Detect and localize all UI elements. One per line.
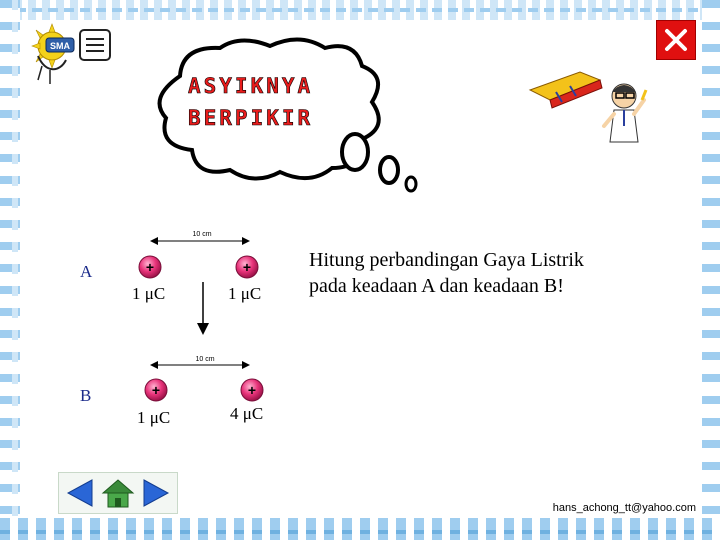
previous-button[interactable]: [61, 473, 99, 513]
next-button[interactable]: [137, 473, 175, 513]
charge-a1-value: 1 μC: [132, 284, 166, 303]
distance-label-b: 10 cm: [195, 356, 215, 363]
charge-diagram: [120, 220, 300, 440]
frame-right: [702, 0, 720, 540]
frame-top: [0, 0, 720, 20]
frame-left: [0, 0, 20, 540]
prev-icon: [64, 477, 96, 509]
bubble-title-line2: BERPIKIR: [188, 106, 314, 130]
charge-b1-value: 1 μC: [137, 408, 171, 427]
book-icon: [530, 72, 602, 108]
frame-bottom: [0, 518, 720, 540]
next-icon: [140, 477, 172, 509]
charge-b2-value: 4 μC: [230, 404, 264, 423]
question-text: [309, 247, 689, 299]
row-a-label: A: [80, 262, 93, 281]
cartoon-boy-icon: [604, 84, 646, 142]
sun-icon: [32, 24, 66, 84]
question-line1: Hitung perbandingan Gaya Listrik: [309, 249, 584, 271]
school-logo: [28, 22, 114, 88]
charge-a1-sign: +: [145, 259, 155, 275]
home-icon: [101, 476, 135, 510]
charge-a2-value: 1 μC: [228, 284, 262, 303]
close-button[interactable]: [656, 20, 696, 60]
bubble-title-line1: ASYIKNYA: [188, 74, 314, 98]
home-button[interactable]: [99, 473, 137, 513]
thought-bubble: [150, 36, 430, 236]
navigation-bar: [58, 472, 178, 514]
distance-label-a: 10 cm: [192, 231, 212, 238]
row-b-label: B: [80, 386, 92, 405]
close-icon: [663, 27, 689, 53]
logo-badge-text: SMA: [50, 41, 70, 51]
question-line2: pada keadaan A dan keadaan B!: [309, 275, 564, 297]
charge-b2-sign: +: [247, 382, 257, 398]
author-email: hans_achong_tt@yahoo.com: [552, 502, 696, 514]
student-illustration: [520, 66, 660, 148]
charge-a2-sign: +: [242, 259, 252, 275]
charge-b1-sign: +: [151, 382, 161, 398]
